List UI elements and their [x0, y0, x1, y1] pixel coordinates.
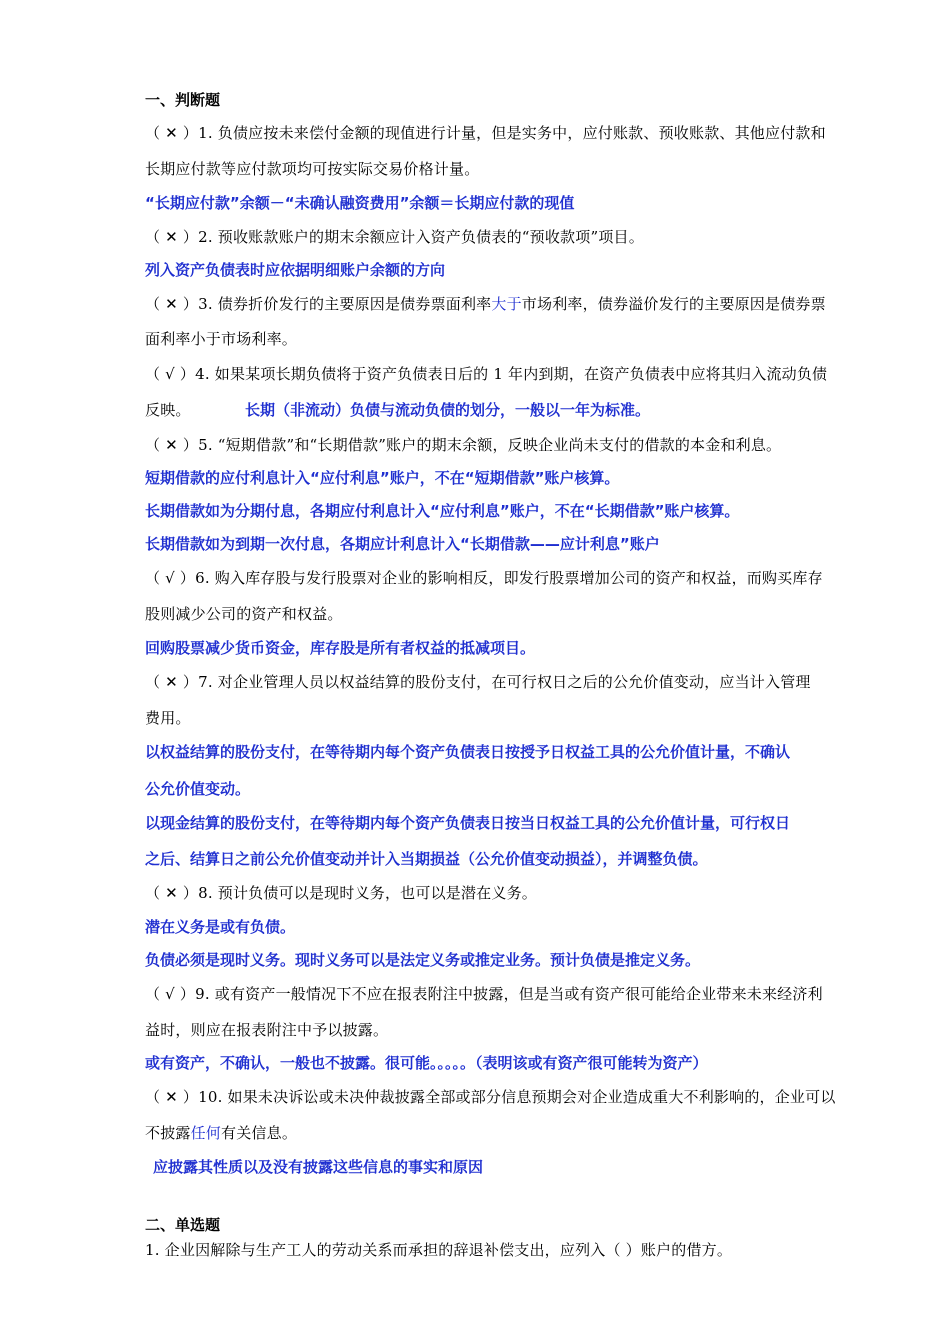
item7-note3: 以现金结算的股份支付，在等待期内每个资产负债表日按当日权益工具的公允价值计量，可行权日	[145, 814, 791, 832]
item10-line2	[145, 1123, 297, 1143]
item9-note1: 或有资产，不确认，一般也不披露。很可能。。。。。（表明该或有资产很可能转为资产）	[145, 1054, 708, 1072]
item3-line1-a: （ ✕ ）3. 债券折价发行的主要原因是债券票面利率	[145, 295, 492, 313]
item6-line2: 股则减少公司的资产和权益。	[145, 605, 343, 623]
section1-heading: 一、判断题	[145, 91, 221, 109]
item9-line1: （ √ ）9. 或有资产一般情况下不应在报表附注中披露，但是当或有资产很可能给企业带来未来经济利	[145, 985, 823, 1003]
item7-note2: 公允价值变动。	[145, 780, 251, 798]
item1-line1: （ ✕ ）1. 负债应按未来偿付金额的现值进行计量，但是实务中，应付账款、预收账款、其他应付款和	[145, 124, 826, 142]
item1-line2: 长期应付款等应付款项均可按实际交易价格计量。	[145, 160, 480, 178]
item1-note1: “长期应付款”余额－“未确认融资费用”余额＝长期应付款的现值	[145, 194, 575, 212]
item4-line2: 反映。	[145, 401, 191, 419]
item4-note1: 长期（非流动）负债与流动负债的划分，一般以一年为标准。	[245, 401, 651, 419]
item5-note2: 长期借款如为分期付息，各期应付利息计入“应付利息”账户，不在“长期借款”账户核算。	[145, 502, 740, 520]
item3-highlight: 大于	[491, 295, 522, 313]
item7-note1: 以权益结算的股份支付，在等待期内每个资产负债表日按授予日权益工具的公允价值计量，不确认	[145, 743, 791, 761]
item10-line2-a: 不披露	[145, 1124, 191, 1142]
item5-note3: 长期借款如为到期一次付息，各期应计利息计入“长期借款——应计利息”账户	[145, 535, 660, 553]
item3-line1	[145, 294, 826, 314]
item2-line1: （ ✕ ）2. 预收账款账户的期末余额应计入资产负债表的“预收款项”项目。	[145, 228, 644, 246]
item8-note2: 负债必须是现时义务。现时义务可以是法定义务或推定业务。预计负债是推定义务。	[145, 951, 701, 969]
item5-line1: （ ✕ ）5. “短期借款”和“长期借款”账户的期末余额，反映企业尚未支付的借款的本金和利息。	[145, 436, 782, 454]
item4-line1: （ √ ）4. 如果某项长期负债将于资产负债表日后的 1 年内到期，在资产负债表中应将其归入流动负债	[145, 365, 828, 383]
item6-line1: （ √ ）6. 购入库存股与发行股票对企业的影响相反，即发行股票增加公司的资产和权益，而购买库存	[145, 569, 823, 587]
section2-heading: 二、单选题	[145, 1216, 221, 1234]
section2-question1: 1. 企业因解除与生产工人的劳动关系而承担的辞退补偿支出，应列入（ ）账户的借方。	[145, 1241, 733, 1259]
item5-note1: 短期借款的应付利息计入“应付利息”账户，不在“短期借款”账户核算。	[145, 469, 620, 487]
item10-highlight: 任何	[190, 1124, 222, 1142]
item6-note1: 回购股票减少货币资金，库存股是所有者权益的抵减项目。	[145, 639, 536, 657]
item10-note1: 应披露其性质以及没有披露这些信息的事实和原因	[153, 1158, 484, 1176]
item2-note1: 列入资产负债表时应依据明细账户余额的方向	[145, 261, 446, 279]
item8-note1: 潜在义务是或有负债。	[145, 918, 296, 936]
item8-line1: （ ✕ ）8. 预计负债可以是现时义务，也可以是潜在义务。	[145, 884, 537, 902]
item7-line1: （ ✕ ）7. 对企业管理人员以权益结算的股份支付，在可行权日之后的公允价值变动，应当计入管理	[145, 673, 811, 691]
item7-note4: 之后、结算日之前公允价值变动并计入当期损益（公允价值变动损益），并调整负债。	[145, 850, 708, 868]
item3-line1-c: 市场利率，债券溢价发行的主要原因是债券票	[521, 295, 826, 313]
item10-line2-c: 有关信息。	[221, 1124, 298, 1142]
item10-line1: （ ✕ ）10. 如果未决诉讼或未决仲裁披露全部或部分信息预期会对企业造成重大不利影响的，企业可以	[145, 1088, 836, 1106]
item9-line2: 益时，则应在报表附注中予以披露。	[145, 1021, 389, 1039]
item7-line2: 费用。	[145, 709, 191, 727]
item3-line2: 面利率小于市场利率。	[145, 330, 298, 348]
